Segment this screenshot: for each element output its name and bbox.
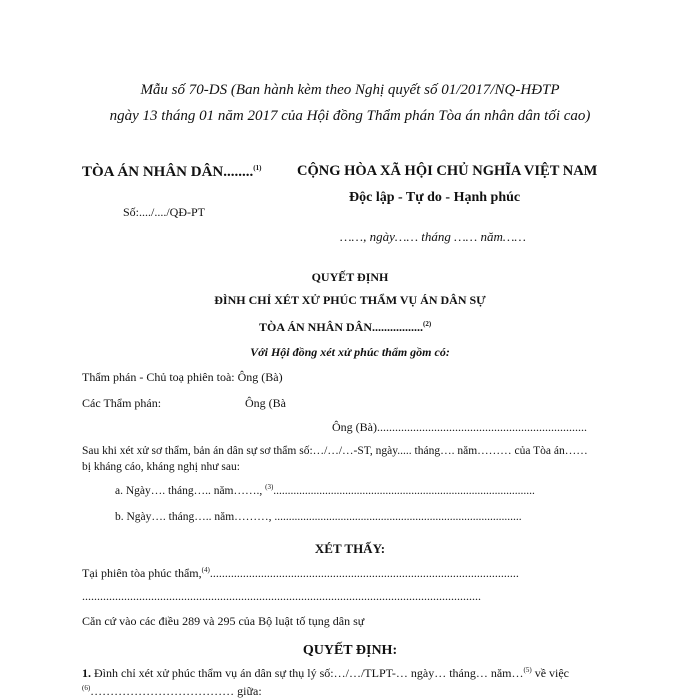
appeal-intro-line-2: bị kháng cáo, kháng nghị như sau: [82,461,240,473]
ruling-title: QUYẾT ĐỊNH: [302,643,398,658]
decision-title: QUYẾT ĐỊNH [311,270,389,284]
nation-motto: Độc lập - Tự do - Hạnh phúc [349,190,521,205]
presiding-judge: Thẩm phán - Chủ toạ phiên toà: Ông (Bà) [82,370,283,384]
panel-intro: Với Hội đồng xét xử phúc thẩm gồm có: [250,345,450,359]
ruling-item-1: 1. Đình chỉ xét xử phúc thẩm vụ án dân sự thụ lý số:…/…/TLPT-… ngày… tháng… năm…$^{(5)}$ về việc [82,666,569,680]
appeal-item-a: a. Ngày…. tháng….. năm……., $^{(3)}$........................................................................................... [115,483,535,497]
legal-basis: Căn cứ vào các điều 289 và 295 của Bộ luật tố tụng dân sự [82,614,365,628]
appeal-intro-line-1: Sau khi xét xử sơ thẩm, bản án dân sự sơ thẩm số:…/…/…-ST, ngày..... tháng…. năm……… của Tòa án…… [82,445,588,457]
ruling-item-1-line-2: $^{(6)}$……………………………… giữa: [82,684,262,698]
findings-title: XÉT THẤY: [314,541,386,556]
decision-court: TÒA ÁN NHÂN DÂN.................$^{(2)}$ [259,320,432,334]
form-header-line-2: ngày 13 tháng 01 năm 2017 của Hội đồng Thẩm phán Tòa án nhân dân tối cao) [109,108,591,124]
decision-subtitle: ĐÌNH CHỈ XÉT XỬ PHÚC THẨM VỤ ÁN DÂN SỰ [214,293,486,307]
court-name: TÒA ÁN NHÂN DÂN........$^{(1)}$ [82,164,262,180]
decision-number: Số:..../..../QĐ-PT [123,205,206,219]
appeal-item-b: b. Ngày…. tháng….. năm………, ...................................................................................... [115,511,522,523]
findings-line-2: ..................................................................................................................................... [82,589,481,603]
judges-value: Ông (Bà [245,396,286,410]
nation-title: CỘNG HÒA XÃ HỘI CHỦ NGHĨA VIỆT NAM [297,163,598,179]
findings-line-1: Tại phiên tòa phúc thẩm,$^{(4)}$....................................................................................................... [82,566,519,580]
second-judge: Ông (Bà)...................................................................... [332,420,587,434]
place-date: ……, ngày…… tháng …… năm…… [340,229,526,244]
judges-label: Các Thẩm phán: [82,396,162,410]
form-header-line-1: Mẫu số 70-DS (Ban hành kèm theo Nghị quyết số 01/2017/NQ-HĐTP [140,82,560,98]
